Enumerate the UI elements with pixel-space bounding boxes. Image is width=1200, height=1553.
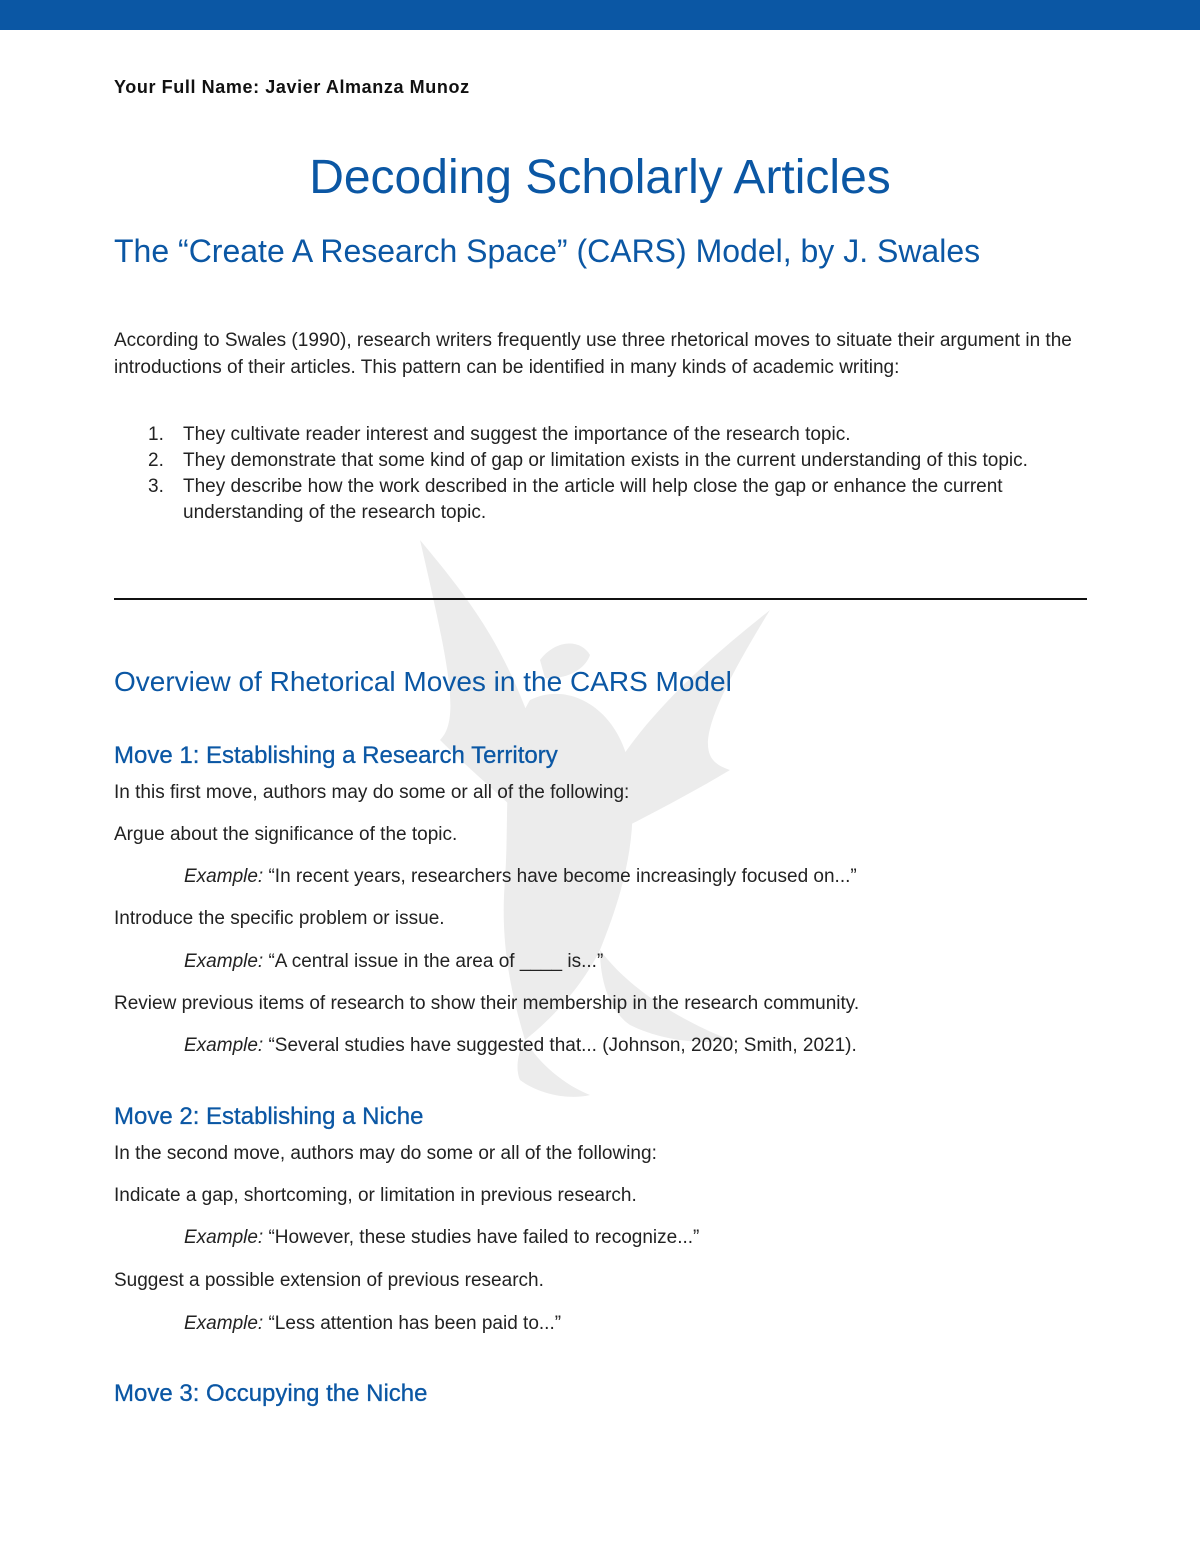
eagle-watermark-icon bbox=[300, 520, 820, 1120]
move1-heading: Move 1: Establishing a Research Territory bbox=[114, 742, 558, 769]
intro-paragraph: According to Swales (1990), research writers frequently use three rhetorical moves to situate their argument in the introductions of their articles. This pattern can be identified in many kinds of academic writing: bbox=[114, 330, 1072, 378]
example-text: “Several studies have suggested that... (Johnson, 2020; Smith, 2021). bbox=[263, 1035, 857, 1056]
example-label: Example: bbox=[184, 1313, 264, 1334]
example-label: Example: bbox=[184, 951, 264, 972]
moves-summary-list bbox=[114, 422, 1089, 526]
example-label: Example: bbox=[184, 1227, 264, 1248]
example-text: “Less attention has been paid to...” bbox=[263, 1313, 562, 1334]
move1-intro: In this first move, authors may do some or all of the following: bbox=[114, 782, 630, 803]
list-number: 3. bbox=[148, 476, 164, 497]
list-number: 1. bbox=[148, 424, 164, 445]
section-divider bbox=[114, 598, 1087, 600]
document-title: Decoding Scholarly Articles bbox=[309, 151, 891, 204]
move1-example-1 bbox=[184, 866, 857, 888]
move1-example-2 bbox=[184, 951, 603, 973]
move1-point-3: Review previous items of research to show their membership in the research community. bbox=[114, 993, 860, 1014]
move3-heading: Move 3: Occupying the Niche bbox=[114, 1380, 428, 1407]
move2-example-1 bbox=[184, 1227, 699, 1249]
list-item-text: They demonstrate that some kind of gap or limitation exists in the current understanding of this topic. bbox=[183, 450, 1028, 471]
list-item-text: They describe how the work described in the article will help close the gap or enhance the current understanding of the research topic. bbox=[183, 476, 1003, 523]
example-text: “However, these studies have failed to recognize...” bbox=[263, 1227, 700, 1248]
example-text: “A central issue in the area of ____ is...” bbox=[263, 951, 604, 972]
top-color-bar bbox=[0, 0, 1200, 30]
example-text: “In recent years, researchers have become increasingly focused on...” bbox=[263, 866, 857, 887]
move2-point-1: Indicate a gap, shortcoming, or limitation in previous research. bbox=[114, 1185, 637, 1206]
student-name-line: Your Full Name: Javier Almanza Munoz bbox=[114, 77, 470, 97]
move1-example-3 bbox=[184, 1035, 857, 1057]
move1-point-2: Introduce the specific problem or issue. bbox=[114, 908, 445, 929]
list-item bbox=[114, 448, 1089, 474]
list-item bbox=[114, 474, 1089, 526]
overview-heading: Overview of Rhetorical Moves in the CARS Model bbox=[114, 666, 732, 697]
list-item-text: They cultivate reader interest and suggest the importance of the research topic. bbox=[183, 424, 851, 445]
move2-intro: In the second move, authors may do some or all of the following: bbox=[114, 1143, 657, 1164]
move2-example-2 bbox=[184, 1313, 561, 1335]
document-subtitle: The “Create A Research Space” (CARS) Model, by J. Swales bbox=[114, 233, 981, 269]
move2-point-2: Suggest a possible extension of previous research. bbox=[114, 1270, 544, 1291]
move2-heading: Move 2: Establishing a Niche bbox=[114, 1103, 424, 1130]
example-label: Example: bbox=[184, 1035, 264, 1056]
example-label: Example: bbox=[184, 866, 264, 887]
list-item bbox=[114, 422, 1089, 448]
move1-point-1: Argue about the significance of the topic. bbox=[114, 824, 458, 845]
list-number: 2. bbox=[148, 450, 164, 471]
